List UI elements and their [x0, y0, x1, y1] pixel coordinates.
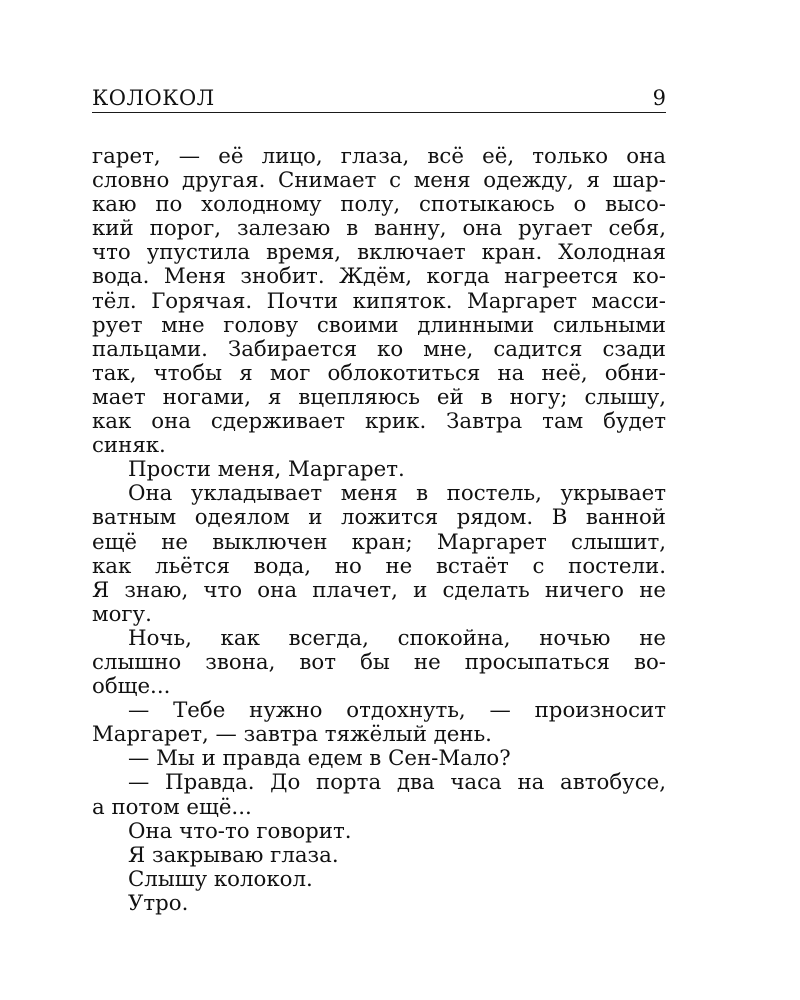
text-line: Ночь, как всегда, спокойна, ночью не — [128, 626, 666, 651]
body-text — [92, 145, 666, 916]
text-line: словно другая. Снимает с меня одежду, я шар- — [92, 169, 666, 194]
text-line: Я закрываю глаза. — [128, 843, 339, 868]
text-line: как она сдерживает крик. Завтра там будет — [92, 410, 666, 435]
text-line: Она укладывает меня в постель, укрывает — [128, 482, 666, 507]
book-page — [92, 84, 666, 916]
text-line: Маргарет, — завтра тяжёлый день. — [92, 723, 492, 748]
text-line: рует мне голову своими длинными сильными — [92, 313, 666, 338]
text-line: так, чтобы я мог облокотиться на неё, обни- — [92, 361, 666, 386]
text-line: обще... — [92, 675, 171, 700]
text-line: Она что-то говорит. — [128, 819, 352, 844]
page-number: 9 — [652, 86, 666, 110]
running-title: КОЛОКОЛ — [92, 86, 215, 110]
text-line: синяк. — [92, 434, 166, 459]
text-line: пальцами. Забирается ко мне, садится сзади — [92, 337, 666, 362]
text-line: ватным одеялом и ложится рядом. В ванной — [92, 506, 666, 531]
text-line: как льётся вода, но не встаёт с постели. — [92, 554, 666, 579]
text-line: — Мы и правда едем в Сен-Мало? — [128, 747, 511, 772]
text-line: что упустила время, включает кран. Холодная — [92, 241, 666, 266]
text-line: а потом ещё... — [92, 795, 252, 820]
text-line: Утро. — [128, 891, 189, 916]
text-line: — Тебе нужно отдохнуть, — произносит — [128, 699, 666, 724]
text-line: ещё не выключен кран; Маргарет слышит, — [92, 530, 666, 555]
text-line: кий порог, залезаю в ванну, она ругает себя, — [92, 217, 666, 242]
text-line: каю по холодному полу, спотыкаюсь о высо- — [92, 193, 666, 218]
text-line: слышно звона, вот бы не просыпаться во- — [92, 650, 666, 675]
text-line: гарет, — её лицо, глаза, всё её, только она — [92, 145, 666, 169]
text-line: Слышу колокол. — [128, 867, 313, 892]
running-header — [92, 84, 666, 113]
text-line: — Правда. До порта два часа на автобусе, — [128, 771, 666, 796]
text-line: Я знаю, что она плачет, и сделать ничего не — [92, 578, 666, 603]
text-line: вода. Меня знобит. Ждём, когда нагреется ко- — [92, 265, 666, 290]
text-line: тёл. Горячая. Почти кипяток. Маргарет масси- — [92, 289, 666, 314]
text-line: Прости меня, Маргарет. — [128, 458, 405, 483]
text-line: могу. — [92, 602, 152, 627]
text-line: мает ногами, я вцепляюсь ей в ногу; слышу, — [92, 385, 666, 410]
